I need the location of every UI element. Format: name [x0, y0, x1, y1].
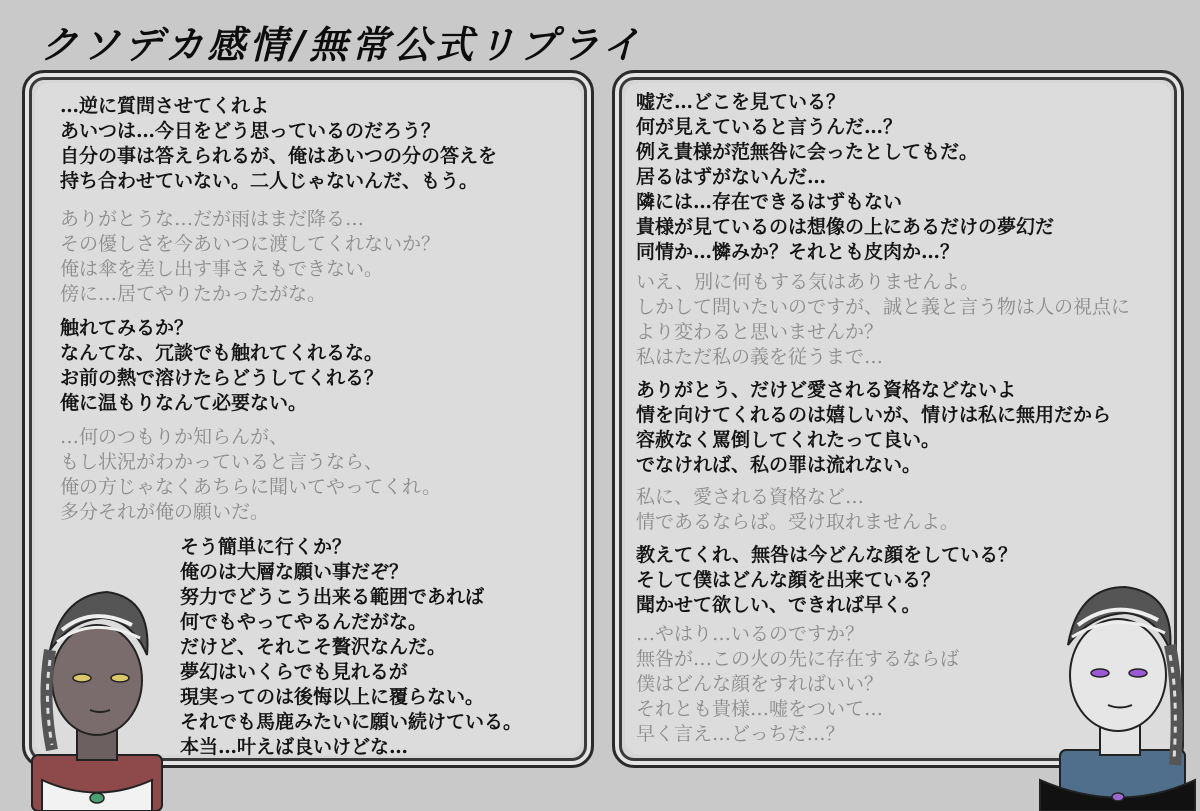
text-line: 現実ってのは後悔以上に覆らない。: [180, 686, 485, 708]
left-block-5: [180, 535, 522, 760]
right-block-4: [636, 485, 959, 535]
text-line: しかして問いたいのですが、誠と義と言う物は人の視点に: [636, 296, 1131, 318]
text-line: 何でもやってやるんだがな。: [180, 611, 428, 633]
text-line: そう簡単に行くか？: [180, 536, 352, 558]
text-line: 持ち合わせていない。二人じゃないんだ、もう。: [60, 170, 479, 192]
text-line: ありがとう、だけど愛される資格などないよ: [636, 379, 1017, 401]
text-line: 傍に…居てやりたかったがな。: [60, 283, 327, 305]
text-line: 嘘だ…どこを見ている？: [636, 91, 846, 113]
text-line: …逆に質問させてくれよ: [60, 95, 270, 117]
left-block-2: [60, 207, 440, 307]
text-line: 俺に温もりなんて必要ない。: [60, 392, 308, 414]
text-line: だけど、それこそ贅沢なんだ。: [180, 636, 447, 658]
text-line: 情を向けてくれるのは嬉しいが、情けは私に無用だから: [636, 404, 1112, 426]
text-line: 私はただ私の義を従うまで…: [636, 346, 884, 368]
text-line: 私に、愛される資格など…: [636, 486, 865, 508]
text-line: 聞かせて欲しい、できれば早く。: [636, 594, 921, 616]
text-line: 同情か…憐みか？それとも皮肉か…？: [636, 241, 960, 263]
right-block-2: [636, 270, 1130, 370]
text-line: お前の熱で溶けたらどうしてくれる？: [60, 367, 384, 389]
text-line: それでも馬鹿みたいに願い続けている。: [180, 711, 523, 733]
right-block-6: [636, 622, 959, 747]
text-line: 無咎が…この火の先に存在するならば: [636, 648, 960, 670]
right-block-5: [636, 543, 1017, 618]
character-portrait-right: [1030, 575, 1200, 811]
text-line: 例え貴様が范無咎に会ったとしてもだ。: [636, 141, 979, 163]
right-block-3: [636, 378, 1111, 478]
text-line: もし状況がわかっていると言うなら、: [60, 451, 384, 473]
text-line: 俺の方じゃなくあちらに聞いてやってくれ。: [60, 476, 442, 498]
text-line: ありがとうな…だが雨はまだ降る…: [60, 208, 365, 230]
text-line: でなければ、私の罪は流れない。: [636, 454, 922, 476]
right-block-1: [636, 90, 1054, 265]
left-block-1: [60, 94, 497, 194]
text-line: より変わると思いませんか？: [636, 321, 884, 343]
text-line: 夢幻はいくらでも見れるが: [180, 661, 408, 683]
text-line: 貴様が見ているのは想像の上にあるだけの夢幻だ: [636, 216, 1055, 238]
text-line: 触れてみるか？: [60, 317, 194, 339]
text-line: それとも貴様…嘘をついて…: [636, 698, 884, 720]
text-line: …何のつもりか知らんが、: [60, 426, 289, 448]
text-line: 居るはずがないんだ…: [636, 166, 827, 188]
text-line: 自分の事は答えられるが、俺はあいつの分の答えを: [60, 145, 498, 167]
text-line: 何が見えていると言うんだ…？: [636, 116, 903, 138]
text-line: 俺は傘を差し出す事さえもできない。: [60, 258, 384, 280]
text-line: 努力でどうこう出来る範囲であれば: [180, 586, 485, 608]
text-line: 俺のは大層な願い事だぞ？: [180, 561, 409, 583]
text-line: その優しさを今あいつに渡してくれないか？: [60, 233, 441, 255]
text-line: 僕はどんな顔をすればいい？: [636, 673, 884, 695]
text-line: そして僕はどんな顔を出来ている？: [636, 569, 941, 591]
text-line: 隣には…存在できるはずもない: [636, 191, 903, 213]
text-line: 教えてくれ、無咎は今どんな顔をしている？: [636, 544, 1018, 566]
text-line: 情であるならば。受け取れませんよ。: [636, 511, 960, 533]
text-line: 容赦なく罵倒してくれたって良い。: [636, 429, 941, 451]
left-block-3: [60, 316, 383, 416]
left-block-4: [60, 425, 441, 525]
text-line: 多分それが俺の願いだ。: [60, 501, 270, 523]
text-line: 本当…叶えば良いけどな…: [180, 736, 409, 758]
text-line: 早く言え…どっちだ…？: [636, 723, 845, 745]
text-line: …やはり…いるのですか？: [636, 623, 865, 645]
character-portrait-left: [22, 580, 172, 811]
page-title: クソデカ感情/無常公式リプライ: [40, 23, 644, 67]
text-line: なんてな、冗談でも触れてくれるな。: [60, 342, 384, 364]
text-line: いえ、別に何もする気はありませんよ。: [636, 271, 980, 293]
text-line: あいつは…今日をどう思っているのだろう？: [60, 120, 441, 142]
